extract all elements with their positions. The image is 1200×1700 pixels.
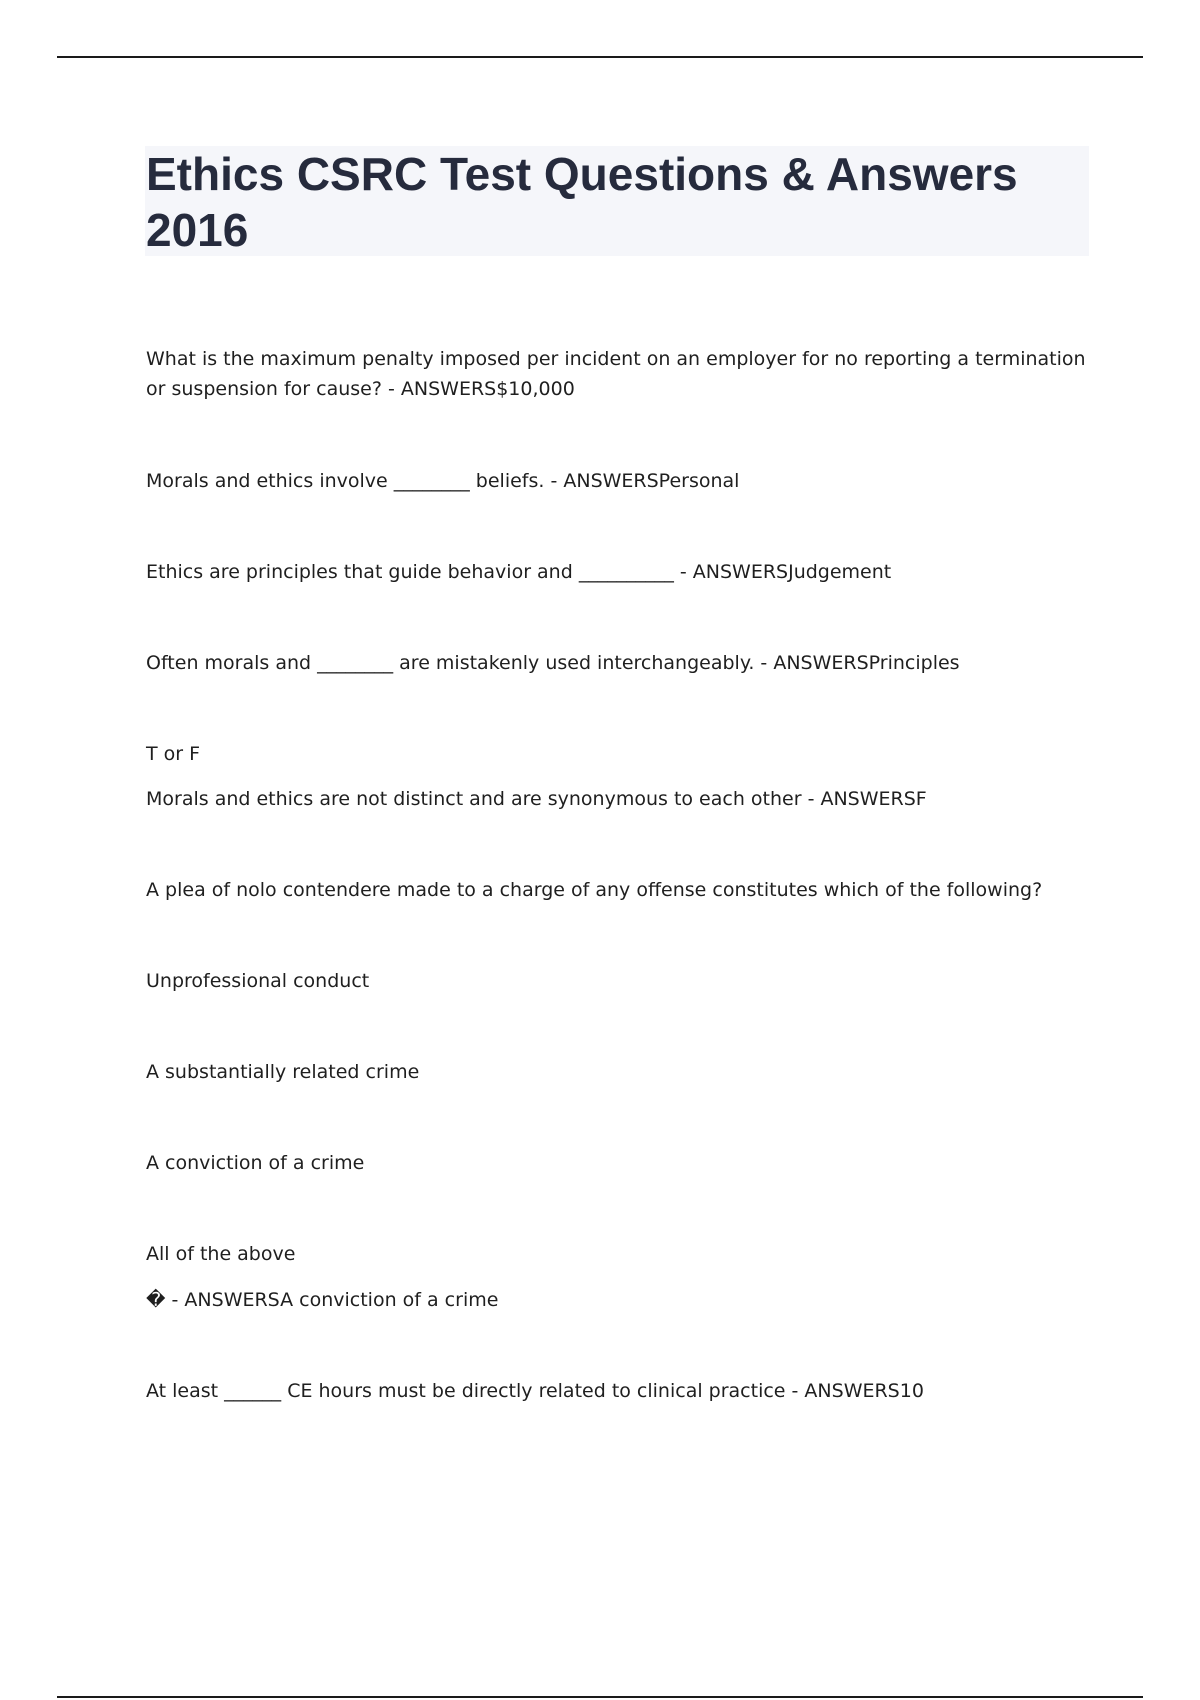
question-morals-interchangeable: Often morals and ________ are mistakenly used interchangeably. - ANSWERSPrinciples — [146, 652, 960, 674]
top-rule — [57, 56, 1143, 58]
question-morals-beliefs: Morals and ethics involve ________ beliefs. - ANSWERSPersonal — [146, 470, 740, 492]
option-related-crime: A substantially related crime — [146, 1061, 420, 1083]
question-ce-hours: At least ______ CE hours must be directly related to clinical practice - ANSWERS10 — [146, 1380, 924, 1402]
question-morals-synonymous: Morals and ethics are not distinct and are synonymous to each other - ANSWERSF — [146, 788, 927, 810]
answer-nolo-contendere: � - ANSWERSA conviction of a crime — [146, 1289, 499, 1311]
question-nolo-contendere: A plea of nolo contendere made to a charge of any offense constitutes which of the following? — [146, 879, 1043, 901]
bottom-rule — [57, 1696, 1143, 1698]
question-max-penalty: What is the maximum penalty imposed per incident on an employer for no reporting a termination or suspension for cause? - ANSWERS$10,000 — [146, 348, 1092, 400]
option-conviction: A conviction of a crime — [146, 1152, 365, 1174]
option-all-above: All of the above — [146, 1243, 296, 1265]
document-title: Ethics CSRC Test Questions & Answers 2016 — [146, 148, 1018, 256]
true-false-label: T or F — [146, 743, 201, 765]
question-ethics-principles: Ethics are principles that guide behavior and __________ - ANSWERSJudgement — [146, 561, 892, 583]
option-unprofessional-conduct: Unprofessional conduct — [146, 970, 370, 992]
